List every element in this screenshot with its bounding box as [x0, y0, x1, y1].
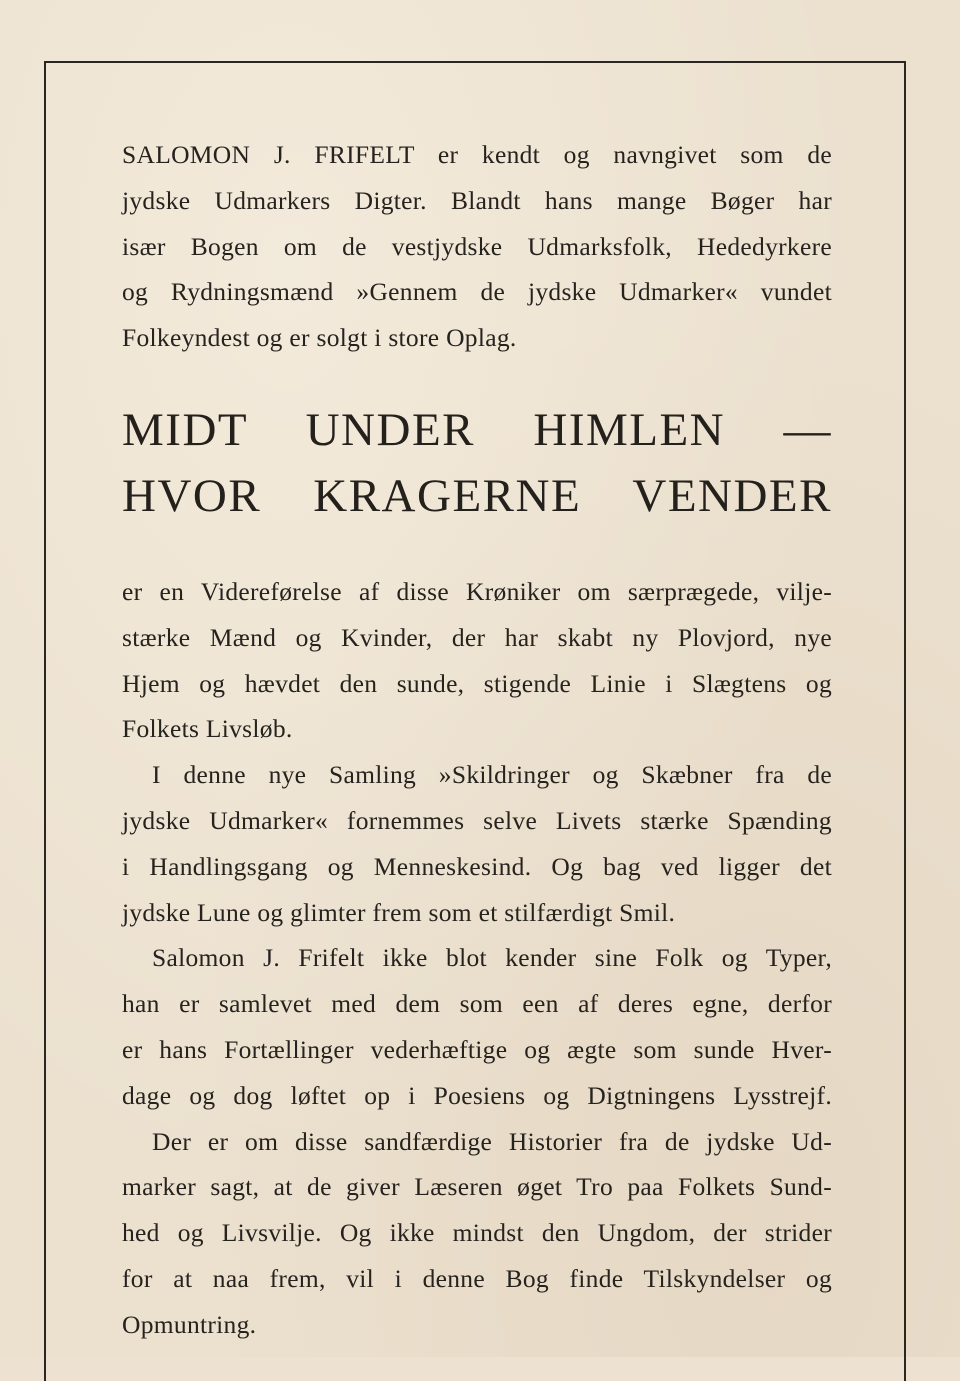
description-paragraph-4: [122, 1119, 832, 1348]
description-paragraph-3: [122, 935, 832, 1118]
description-paragraph-2: [122, 752, 832, 935]
text-line: Opmuntring.: [122, 1309, 257, 1339]
text-line: Der er om disse sandfærdige Historier fra de jydske Ud-: [152, 1126, 832, 1156]
book-title-line-1: MIDT UNDER HIMLEN —: [122, 403, 832, 456]
description-paragraph-1: [122, 569, 832, 752]
page-content: [122, 132, 832, 1348]
text-line: især Bogen om de vestjydske Udmarksfolk, Hededyrkere: [122, 231, 832, 261]
book-title: [122, 397, 832, 529]
text-line: Salomon J. Frifelt ikke blot kender sine Folk og Typer,: [152, 943, 832, 973]
description-body: [122, 569, 832, 1348]
text-line: for at naa frem, vil i denne Bog finde Tilskyndelser og: [122, 1263, 832, 1293]
text-line: hed og Livsvilje. Og ikke mindst den Ungdom, der strider: [122, 1218, 832, 1248]
text-line: i Handlingsgang og Menneskesind. Og bag ved ligger det: [122, 851, 832, 881]
text-line: er en Videreførelse af disse Krøniker om særprægede, vilje-: [122, 576, 832, 606]
intro-paragraph: [122, 132, 832, 361]
book-title-line-2: HVOR KRAGERNE VENDER: [122, 469, 832, 522]
text-line: Hjem og hævdet den sunde, stigende Linie i Slægtens og: [122, 668, 832, 698]
text-line: jydske Udmarker« fornemmes selve Livets stærke Spænding: [122, 805, 832, 835]
text-line: dage og dog løftet op i Poesiens og Digtningens Lysstrejf.: [122, 1080, 832, 1110]
text-line: er hans Fortællinger vederhæftige og ægte som sunde Hver-: [122, 1034, 832, 1064]
text-line: marker sagt, at de giver Læseren øget Tro paa Folkets Sund-: [122, 1172, 832, 1202]
text-line: jydske Udmarkers Digter. Blandt hans mange Bøger har: [122, 185, 832, 215]
text-line: Folkets Livsløb.: [122, 714, 293, 744]
text-line: jydske Lune og glimter frem som et stilfærdigt Smil.: [122, 897, 676, 927]
text-line: stærke Mænd og Kvinder, der har skabt ny Plovjord, nye: [122, 622, 832, 652]
text-line: og Rydningsmænd »Gennem de jydske Udmarker« vundet: [122, 277, 832, 307]
text-line: han er samlevet med dem som een af deres egne, derfor: [122, 989, 832, 1019]
text-line: Folkeyndest og er solgt i store Oplag.: [122, 323, 517, 353]
text-line: SALOMON J. FRIFELT er kendt og navngivet som de: [122, 140, 832, 169]
text-line: I denne nye Samling »Skildringer og Skæbner fra de: [152, 760, 832, 790]
